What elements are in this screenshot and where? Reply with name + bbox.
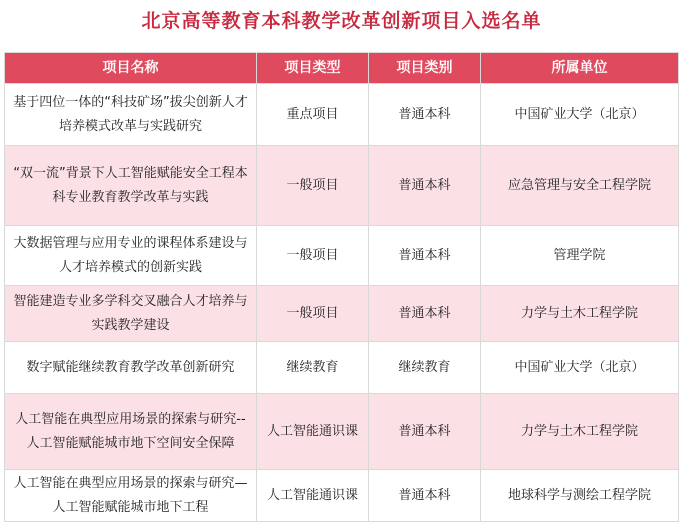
cell-project-name: 人工智能在典型应用场景的探索与研究--人工智能赋能城市地下空间安全保障 bbox=[5, 394, 257, 470]
cell-project-type: 一般项目 bbox=[257, 286, 369, 342]
header-unit: 所属单位 bbox=[481, 53, 679, 84]
cell-project-name: 人工智能在典型应用场景的探索与研究—人工智能赋能城市地下工程 bbox=[5, 470, 257, 522]
header-project-name: 项目名称 bbox=[5, 53, 257, 84]
cell-project-category: 普通本科 bbox=[369, 226, 481, 286]
cell-unit: 应急管理与安全工程学院 bbox=[481, 146, 679, 226]
cell-project-type: 一般项目 bbox=[257, 146, 369, 226]
table-row bbox=[5, 470, 679, 522]
cell-project-name: “双一流”背景下人工智能赋能安全工程本科专业教育教学改革与实践 bbox=[5, 146, 257, 226]
cell-project-type: 人工智能通识课 bbox=[257, 470, 369, 522]
cell-project-name: 智能建造专业多学科交叉融合人才培养与实践教学建设 bbox=[5, 286, 257, 342]
cell-project-type: 人工智能通识课 bbox=[257, 394, 369, 470]
page-title: 北京高等教育本科教学改革创新项目入选名单 bbox=[141, 10, 542, 32]
cell-unit: 地球科学与测绘工程学院 bbox=[481, 470, 679, 522]
header-project-category: 项目类别 bbox=[369, 53, 481, 84]
table-row bbox=[5, 84, 679, 146]
cell-project-type: 重点项目 bbox=[257, 84, 369, 146]
table-row bbox=[5, 146, 679, 226]
cell-project-name: 大数据管理与应用专业的课程体系建设与人才培养模式的创新实践 bbox=[5, 226, 257, 286]
cell-unit: 力学与土木工程学院 bbox=[481, 394, 679, 470]
table-row bbox=[5, 394, 679, 470]
cell-unit: 管理学院 bbox=[481, 226, 679, 286]
cell-project-category: 普通本科 bbox=[369, 470, 481, 522]
project-table bbox=[4, 52, 679, 522]
table-row bbox=[5, 226, 679, 286]
cell-project-category: 普通本科 bbox=[369, 146, 481, 226]
cell-unit: 中国矿业大学（北京） bbox=[481, 84, 679, 146]
cell-unit: 中国矿业大学（北京） bbox=[481, 342, 679, 394]
cell-project-name: 基于四位一体的“科技矿场”拔尖创新人才培养模式改革与实践研究 bbox=[5, 84, 257, 146]
table-row bbox=[5, 286, 679, 342]
cell-project-category: 普通本科 bbox=[369, 394, 481, 470]
cell-project-category: 普通本科 bbox=[369, 286, 481, 342]
cell-project-type: 一般项目 bbox=[257, 226, 369, 286]
table-header-row bbox=[5, 53, 679, 84]
header-project-type: 项目类型 bbox=[257, 53, 369, 84]
cell-project-name: 数字赋能继续教育教学改革创新研究 bbox=[5, 342, 257, 394]
cell-project-type: 继续教育 bbox=[257, 342, 369, 394]
cell-project-category: 继续教育 bbox=[369, 342, 481, 394]
cell-project-category: 普通本科 bbox=[369, 84, 481, 146]
table-row bbox=[5, 342, 679, 394]
cell-unit: 力学与土木工程学院 bbox=[481, 286, 679, 342]
